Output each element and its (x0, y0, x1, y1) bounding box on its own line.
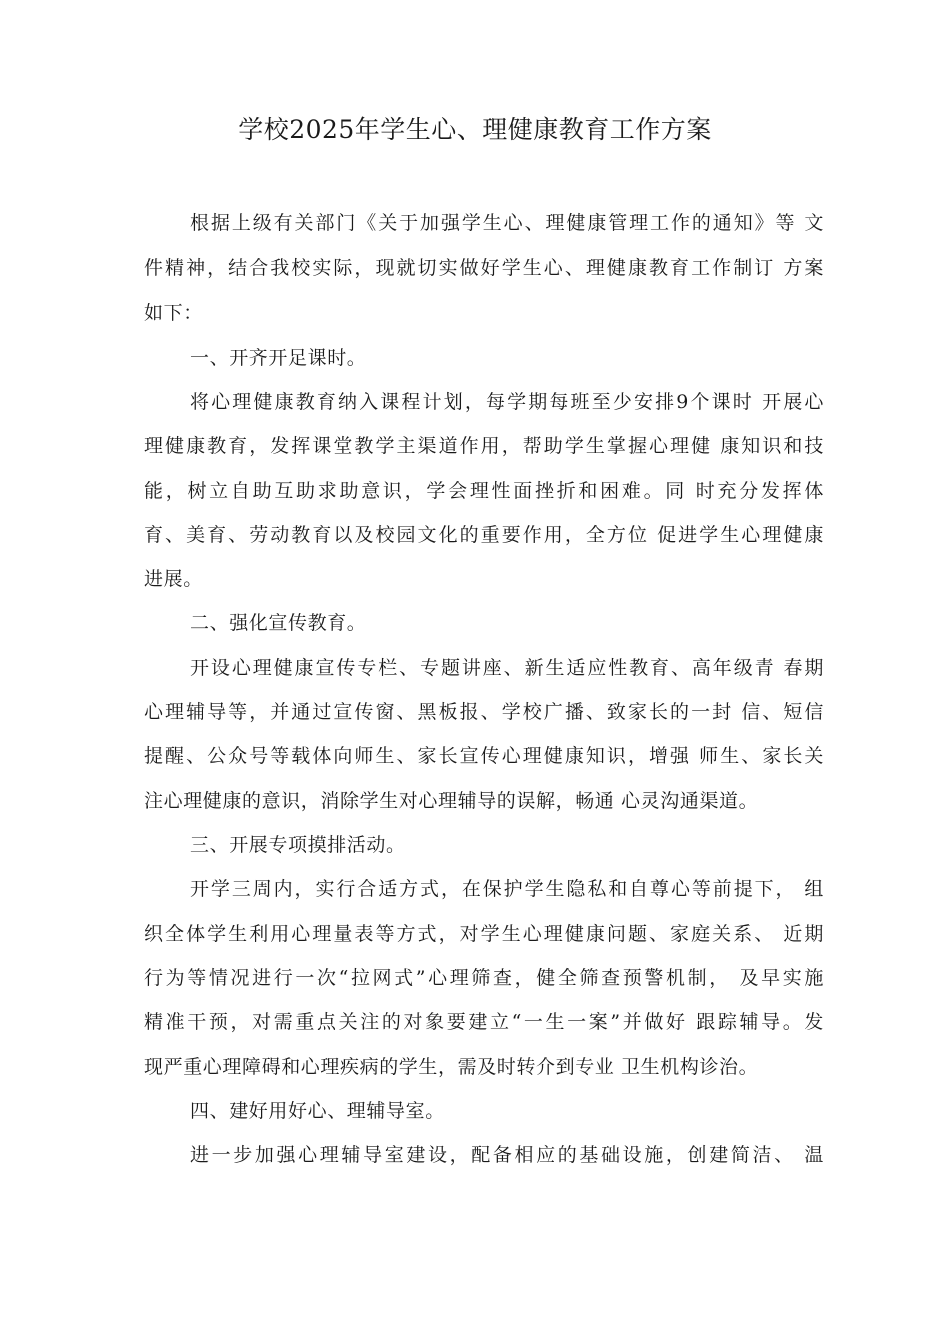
section1-line-1: 将心理健康教育纳入课程计划，每学期每班至少安排9个课时 开展心 (190, 391, 824, 413)
section3-heading: 三、开展专项摸排活动。 (190, 834, 406, 856)
intro-line-1: 根据上级有关部门《关于加强学生心、理健康管理工作的通知》等 文 (190, 212, 824, 234)
section2-line-4: 注心理健康的意识，消除学生对心理辅导的误解，畅通 心灵沟通渠道。 (144, 790, 759, 812)
section4-line-1: 进一步加强心理辅导室建设，配备相应的基础设施，创建简洁、 温 (190, 1144, 824, 1166)
section1-line-5: 进展。 (144, 568, 203, 590)
section2-line-3: 提醒、公众号等载体向师生、家长宣传心理健康知识，增强 师生、家长关 (144, 745, 824, 767)
section2-line-1: 开设心理健康宣传专栏、专题讲座、新生适应性教育、高年级青 春期 (190, 657, 824, 679)
section3-line-2: 织全体学生利用心理量表等方式，对学生心理健康问题、家庭关系、 近期 (144, 923, 824, 945)
intro-line-2: 件精神，结合我校实际，现就切实做好学生心、理健康教育工作制订 方案 (144, 257, 824, 279)
section1-line-4: 育、美育、劳动教育以及校园文化的重要作用，全方位 促进学生心理健康 (144, 524, 824, 546)
section3-line-3: 行为等情况进行一次“拉网式”心理筛查，健全筛查预警机制， 及早实施 (144, 967, 824, 989)
section4-heading: 四、建好用好心、理辅导室。 (190, 1100, 445, 1122)
document-title: 学校2025年学生心、理健康教育工作方案 (238, 115, 712, 144)
section1-heading: 一、开齐开足课时。 (190, 347, 367, 369)
section2-line-2: 心理辅导等，并通过宣传窗、黑板报、学校广播、致家长的一封 信、短信 (144, 701, 824, 723)
section2-heading: 二、强化宣传教育。 (190, 612, 367, 634)
intro-line-3: 如下： (144, 302, 203, 324)
section3-line-1: 开学三周内，实行合适方式，在保护学生隐私和自尊心等前提下， 组 (190, 878, 824, 900)
section1-line-2: 理健康教育，发挥课堂教学主渠道作用，帮助学生掌握心理健 康知识和技 (144, 435, 824, 457)
section3-line-5: 现严重心理障碍和心理疾病的学生，需及时转介到专业 卫生机构诊治。 (144, 1056, 759, 1078)
section1-line-3: 能，树立自助互助求助意识，学会理性面挫折和困难。同 时充分发挥体 (144, 480, 824, 502)
section3-line-4: 精准干预，对需重点关注的对象要建立“一生一案”并做好 跟踪辅导。发 (144, 1011, 824, 1033)
